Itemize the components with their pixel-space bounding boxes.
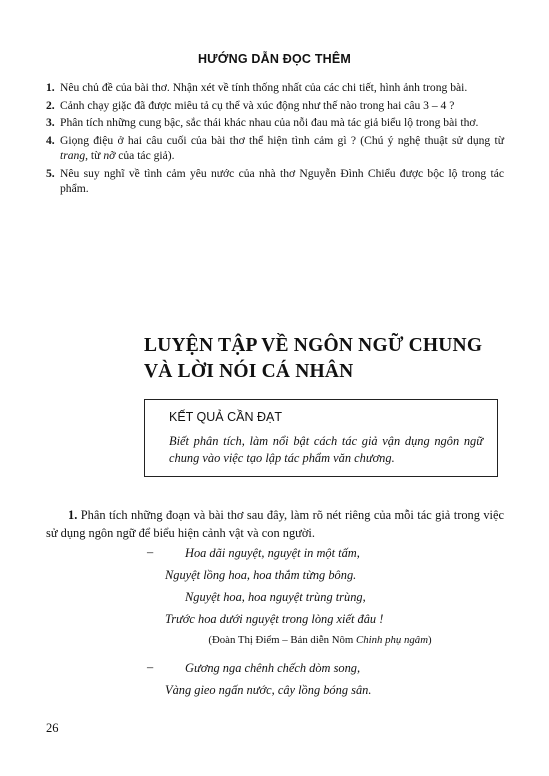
exercise-text: Phân tích những đoạn và bài thơ sau đây, làm rõ nét riêng của mỗi tác giả trong việc sử dụng ngôn ngữ để biểu hiện cảnh vật và con người. (46, 508, 504, 540)
question-item (46, 98, 504, 114)
question-number: 5. (46, 166, 55, 180)
goal-text: Biết phân tích, làm nổi bật cách tác giả vận dụng ngôn ngữ chung vào việc tạo lập tác phẩm văn chương. (169, 434, 483, 465)
question-number: 3. (46, 116, 55, 129)
question-text-part: , từ (85, 149, 104, 162)
question-italic-word: trang (60, 149, 86, 162)
poem-line: Nguyệt lồng hoa, hoa thắm từng bông. (165, 568, 357, 582)
poem-dash: – (147, 545, 154, 559)
guide-title: HƯỚNG DẪN ĐỌC THÊM (197, 52, 352, 66)
exercise-paragraph (46, 506, 504, 542)
question-text: Nêu chủ đề của bài thơ. Nhận xét về tính thống nhất của các chi tiết, hình ảnh trong bài. (60, 81, 468, 94)
goal-title: KẾT QUẢ CẦN ĐẠT (169, 410, 282, 424)
poem-citation (0, 634, 549, 646)
question-number: 2. (46, 98, 55, 112)
question-text-part: của tác giả). (115, 149, 175, 162)
poem-dash: – (147, 660, 154, 674)
question-text (60, 134, 504, 163)
question-italic-word: nỡ (103, 149, 116, 162)
exercise-number: 1. (68, 508, 78, 522)
question-text-part: Giọng điệu ở hai câu cuối của bài thơ thể hiện tình cảm gì ? (Chú ý nghệ thuật sử dụng từ (60, 133, 504, 147)
poem-line: Vàng gieo ngấn nước, cây lồng bóng sân. (165, 683, 372, 697)
question-text: Nêu suy nghĩ về tình cảm yêu nước của nhà thơ Nguyễn Đình Chiểu được bộc lộ trong tác phẩm. (60, 166, 504, 195)
question-number: 1. (46, 81, 55, 94)
lesson-title (144, 333, 524, 385)
question-text: Phân tích những cung bậc, sắc thái khác nhau của nỗi đau mà tác giả biểu lộ trong bài thơ. (60, 116, 479, 129)
lesson-title-line: VÀ LỜI NÓI CÁ NHÂN (144, 361, 354, 382)
question-item (46, 115, 504, 131)
citation-text: ) (428, 634, 432, 646)
citation-text: (Đoàn Thị Điểm – Bản diễn Nôm (208, 634, 357, 646)
learning-goals-box (144, 399, 498, 477)
question-text: Cảnh chạy giặc đã được miêu tả cụ thể và xúc động như thế nào trong hai câu 3 – 4 ? (60, 98, 455, 112)
question-item (46, 80, 504, 96)
question-number: 4. (46, 133, 55, 147)
question-item (46, 166, 504, 197)
page-number: 26 (46, 721, 59, 735)
poem-line: Gương nga chênh chếch dòm song, (185, 661, 361, 675)
poem-line: Trước hoa dưới nguyệt trong lòng xiết đâu ! (165, 612, 384, 626)
poem-line: Hoa dãi nguyệt, nguyệt in một tấm, (185, 546, 360, 560)
question-item (46, 133, 504, 164)
lesson-title-line: LUYỆN TẬP VỀ NGÔN NGỮ CHUNG (144, 335, 483, 356)
poem-line: Nguyệt hoa, hoa nguyệt trùng trùng, (185, 590, 366, 604)
citation-work-title: Chinh phụ ngâm (356, 634, 428, 646)
guide-questions (46, 80, 504, 199)
